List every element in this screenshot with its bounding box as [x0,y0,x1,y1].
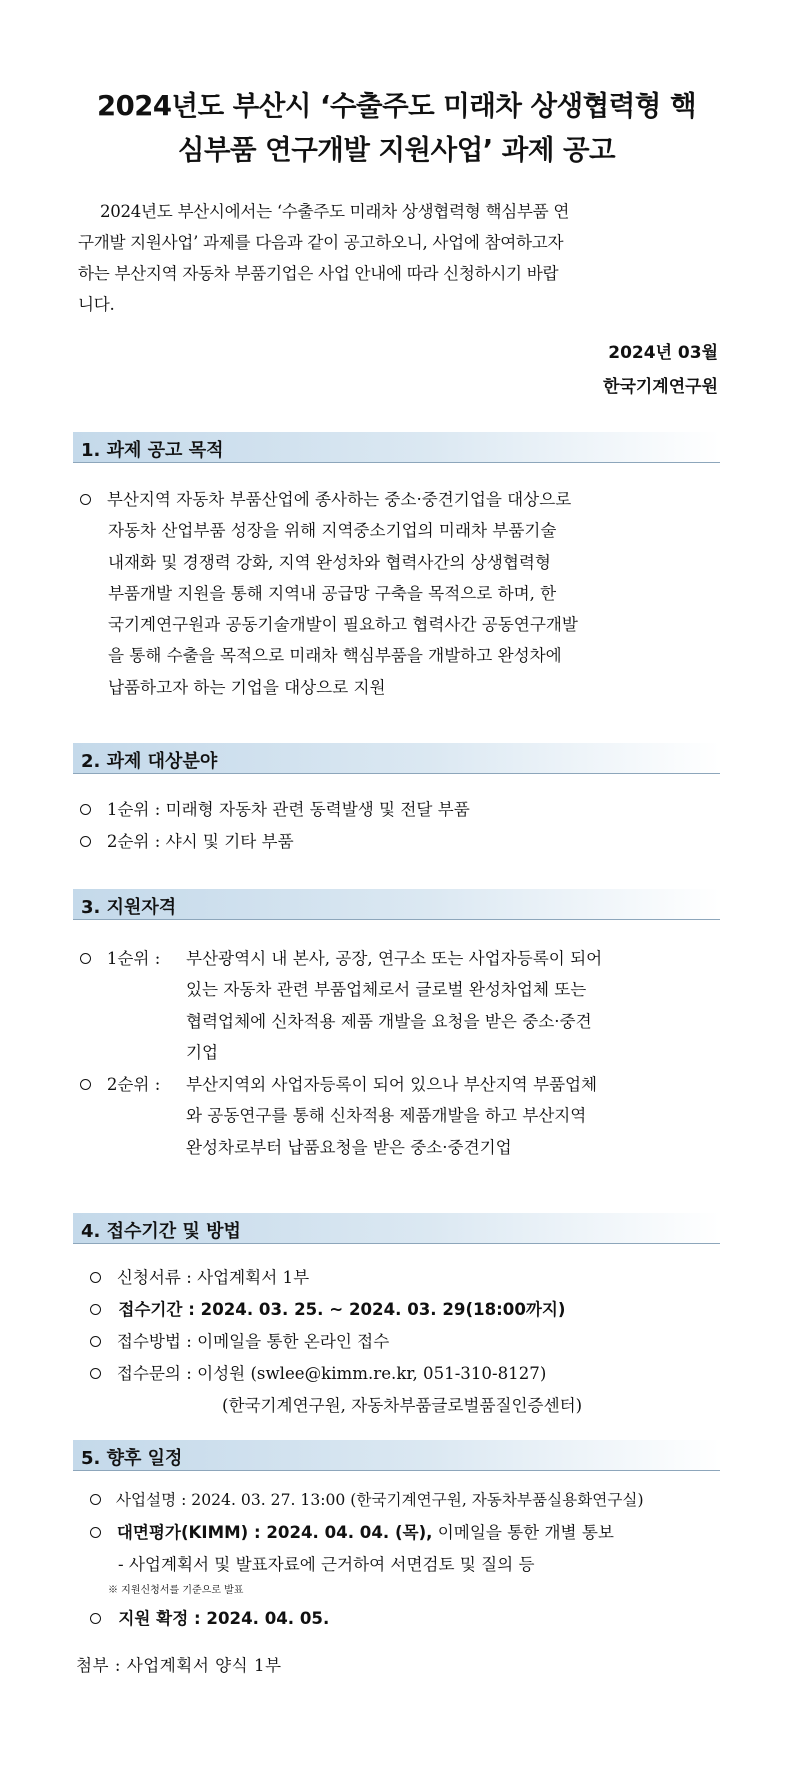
section-heading-text: 5. 향후 일정 [81,1448,183,1469]
title-line-2: 심부품 연구개발 지원사업’ 과제 공고 [177,134,616,166]
issuing-organization: 한국기계연구원 [603,377,718,397]
circle-bullet-icon [80,804,91,815]
purpose-line: 납품하고자 하는 기업을 대상으로 지원 [108,677,386,697]
schedule-text: 사업설명 : 2024. 03. 27. 13:00 (한국기계연구원, 자동차부품실용화연구실) [115,1491,644,1509]
eligibility-line: 부산광역시 내 본사, 공장, 연구소 또는 사업자등록이 되어 [186,949,603,968]
purpose-line: 자동차 산업부품 성장을 위해 지역중소기업의 미래차 부품기술 [108,521,557,541]
contact-text: 접수문의 : 이성원 (swlee@kimm.re.kr, 051-310-8127) [116,1364,547,1383]
schedule-item [90,1485,644,1517]
circle-bullet-icon [90,1494,101,1505]
schedule-item [90,1517,614,1549]
purpose-line: 부산지역 자동차 부품산업에 종사하는 중소·중견기업을 대상으로 [106,490,572,509]
reception-period-item [90,1294,566,1326]
target-field-item [80,826,294,858]
issue-date: 2024년 03월 [608,343,718,363]
intro-line-2: 구개발 지원사업’ 과제를 다음과 같이 공고하오니, 사업에 참여하고자 [78,233,564,252]
section-heading-text: 4. 접수기간 및 방법 [81,1221,241,1242]
purpose-line: 내재화 및 경쟁력 강화, 지역 완성차와 협력사간의 상생협력형 [108,552,551,572]
evaluation-notice: 이메일을 통한 개별 통보 [432,1523,614,1542]
schedule-subitem: - 사업계획서 및 발표자료에 근거하여 서면검토 및 질의 등 [118,1555,535,1574]
target-field-text: 2순위 : 샤시 및 기타 부품 [106,832,294,851]
target-field-item [80,794,470,826]
title-line-1: 2024년도 부산시 ‘수출주도 미래차 상생협력형 핵 [96,90,697,122]
intro-line-3: 하는 부산지역 자동차 부품기업은 사업 안내에 따라 신청하시기 바랍 [78,264,559,283]
section-heading-purpose [73,432,720,463]
eligibility-rank: 2순위 : [106,1075,161,1094]
intro-paragraph [78,196,718,320]
reception-item [90,1262,309,1294]
circle-bullet-icon [90,1368,101,1379]
evaluation-date: 대면평가(KIMM) : 2024. 04. 04. (목), [116,1523,433,1542]
section-heading-eligibility [73,889,720,920]
section-heading-schedule [73,1440,720,1471]
circle-bullet-icon [90,1272,101,1283]
circle-bullet-icon [90,1613,101,1624]
schedule-note: ※ 지원신청서를 기준으로 발표 [108,1585,244,1596]
eligibility-rank: 1순위 : [106,949,161,968]
intro-line-4: 니다. [78,295,115,314]
circle-bullet-icon [90,1336,101,1347]
eligibility-line: 완성차로부터 납품요청을 받은 중소·중견기업 [186,1137,512,1157]
eligibility-line: 와 공동연구를 통해 신차적용 제품개발을 하고 부산지역 [186,1106,587,1126]
section-heading-target-field [73,743,720,774]
section-heading-reception [73,1213,720,1244]
eligibility-line: 협력업체에 신차적용 제품 개발을 요청을 받은 중소·중견 [186,1011,592,1031]
eligibility-item [80,943,160,975]
purpose-line: 국기계연구원과 공동기술개발이 필요하고 협력사간 공동연구개발 [108,615,578,635]
circle-bullet-icon [80,1079,91,1090]
attachment-note: 첨부 : 사업계획서 양식 1부 [76,1656,282,1675]
issue-info [603,336,718,404]
eligibility-line: 있는 자동차 관련 부품업체로서 글로벌 완성차업체 또는 [186,980,587,1000]
circle-bullet-icon [90,1304,101,1315]
reception-item [90,1326,389,1358]
target-field-text: 1순위 : 미래형 자동차 관련 동력발생 및 전달 부품 [106,800,470,819]
eligibility-line: 기업 [186,1042,219,1062]
reception-item [90,1358,546,1390]
circle-bullet-icon [80,953,91,964]
purpose-line: 을 통해 수출을 목적으로 미래차 핵심부품을 개발하고 완성차에 [108,646,562,666]
schedule-item [90,1603,329,1635]
eligibility-text [186,943,602,1068]
reception-text: 접수방법 : 이메일을 통한 온라인 접수 [116,1332,390,1351]
reception-text: 신청서류 : 사업계획서 1부 [116,1268,310,1287]
circle-bullet-icon [80,836,91,847]
section-heading-text: 1. 과제 공고 목적 [81,440,224,461]
circle-bullet-icon [90,1527,101,1538]
circle-bullet-icon [80,494,91,505]
eligibility-text [186,1069,597,1163]
purpose-line: 부품개발 지원을 통해 지역내 공급망 구축을 목적으로 하며, 한 [108,583,557,603]
intro-line-1: 2024년도 부산시에서는 ‘수출주도 미래차 상생협력형 핵심부품 연 [100,202,570,221]
contact-organization: (한국기계연구원, 자동차부품글로벌품질인증센터) [222,1396,583,1415]
reception-period-text: 접수기간 : 2024. 03. 25. ~ 2024. 03. 29(18:00까지) [118,1300,566,1319]
confirmation-date: 지원 확정 : 2024. 04. 05. [118,1609,330,1628]
page-title [60,84,733,172]
section-heading-text: 2. 과제 대상분야 [81,751,218,772]
section-heading-text: 3. 지원자격 [81,897,177,918]
eligibility-item [80,1069,160,1101]
purpose-bullet [80,484,720,703]
eligibility-line: 부산지역외 사업자등록이 되어 있으나 부산지역 부품업체 [186,1075,598,1094]
